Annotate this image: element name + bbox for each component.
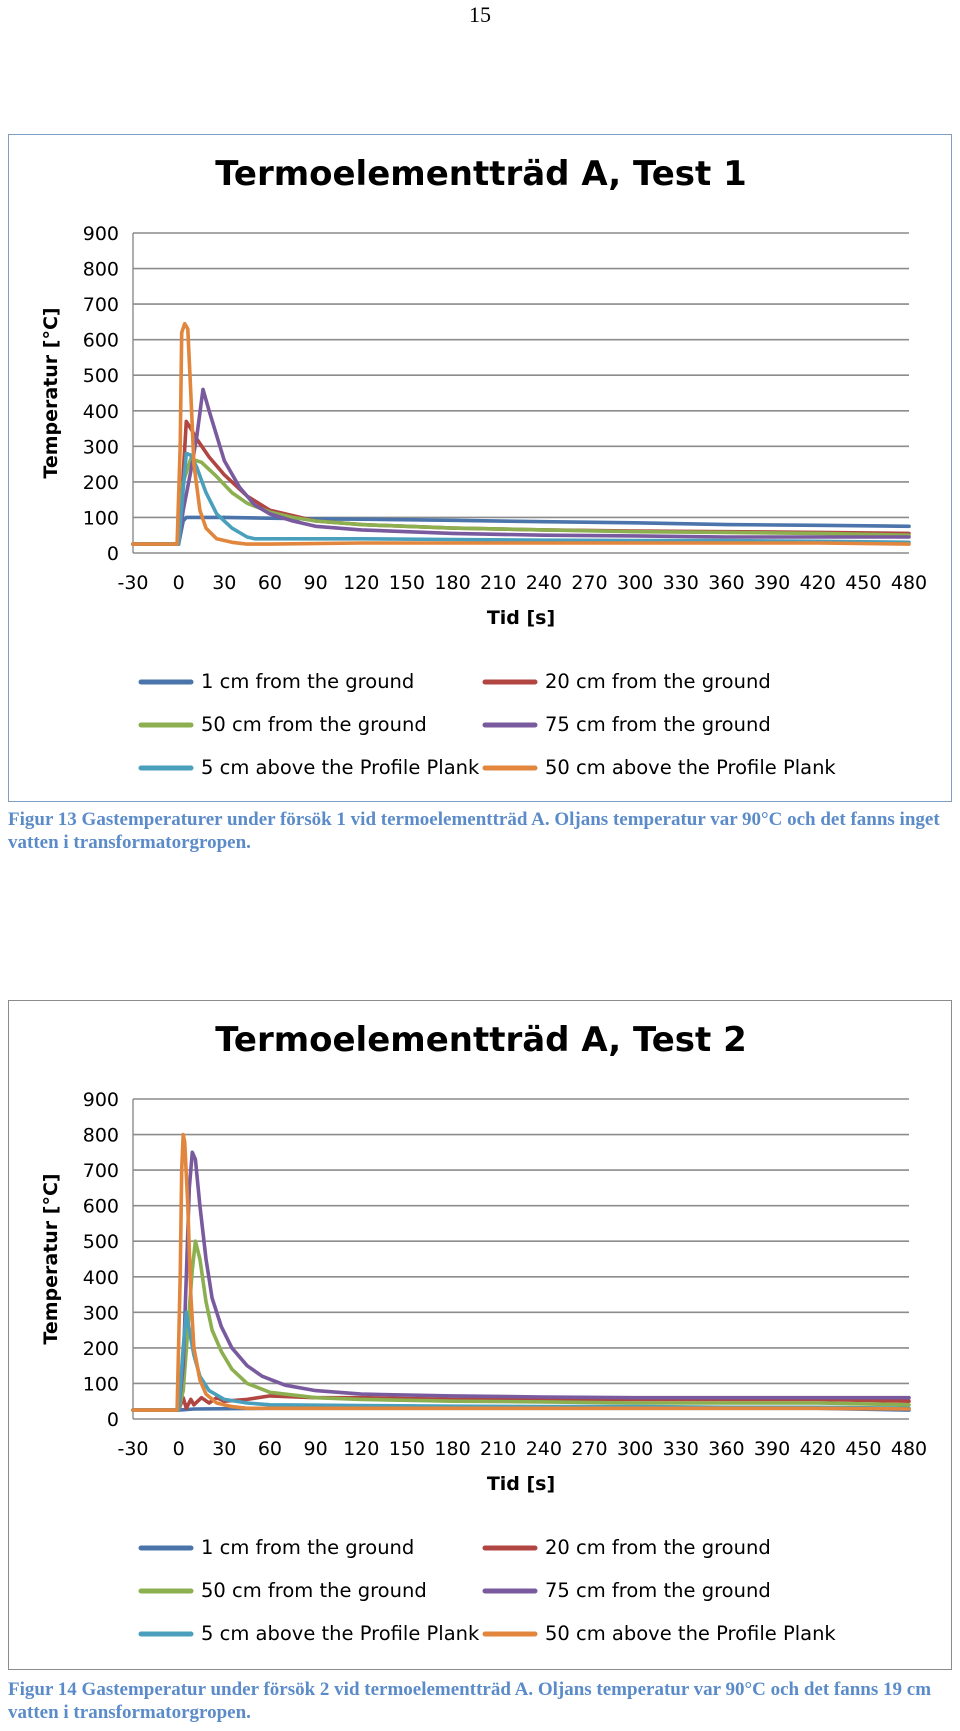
chart-frame-test-1 xyxy=(8,134,952,802)
page-number: 15 xyxy=(469,2,491,27)
x-tick-label: -30 xyxy=(117,1438,149,1460)
y-tick-label: 900 xyxy=(82,1089,119,1111)
y-tick-label: 0 xyxy=(106,1409,119,1431)
legend-label: 50 cm above the Profile Plank xyxy=(545,756,836,779)
x-tick-label: 420 xyxy=(799,1438,836,1460)
x-tick-label: 450 xyxy=(845,1438,882,1460)
x-tick-label: 180 xyxy=(434,572,471,594)
x-tick-label: 270 xyxy=(571,1438,608,1460)
x-tick-label: 0 xyxy=(172,1438,185,1460)
y-tick-label: 0 xyxy=(106,543,119,565)
x-tick-label: 300 xyxy=(616,572,654,594)
series-line-4 xyxy=(133,1152,909,1410)
y-tick-label: 900 xyxy=(82,223,119,245)
chart-frame-test-2 xyxy=(8,1000,952,1670)
y-axis-title: Temperatur [°C] xyxy=(40,307,62,479)
x-tick-label: 330 xyxy=(662,1438,699,1460)
chart-test-2 xyxy=(9,1001,953,1671)
x-tick-label: 90 xyxy=(303,572,328,594)
figure-caption-14: Figur 14 Gastemperatur under försök 2 vid termoelementträd A. Oljans temperatur var 90°C och det fanns 19 cm vatten i transformatorgropen. xyxy=(8,1679,932,1723)
legend-label: 75 cm from the ground xyxy=(545,713,771,736)
y-tick-label: 700 xyxy=(82,294,119,317)
x-tick-label: 390 xyxy=(753,572,791,594)
series-line-6 xyxy=(133,324,909,544)
chart-test-1 xyxy=(9,135,953,803)
x-tick-label: 30 xyxy=(212,1438,237,1460)
y-tick-label: 100 xyxy=(82,507,119,530)
legend-label: 5 cm above the Profile Plank xyxy=(201,756,480,779)
y-tick-label: 200 xyxy=(82,1337,119,1360)
x-tick-label: 390 xyxy=(753,1438,791,1460)
y-tick-label: 500 xyxy=(82,1231,119,1254)
x-tick-label: 420 xyxy=(799,572,836,594)
x-tick-label: 150 xyxy=(388,572,426,594)
series-line-3 xyxy=(133,1241,909,1410)
x-tick-label: 210 xyxy=(480,1438,517,1460)
y-tick-label: 400 xyxy=(82,1266,119,1289)
x-tick-label: 60 xyxy=(257,572,283,594)
legend-label: 1 cm from the ground xyxy=(201,1536,415,1559)
chart-title: Termoelementträd A, Test 2 xyxy=(215,1020,747,1060)
y-tick-label: 600 xyxy=(82,329,119,352)
legend-label: 50 cm from the ground xyxy=(201,713,427,736)
x-tick-label: 240 xyxy=(525,572,562,594)
x-tick-label: 90 xyxy=(303,1438,328,1460)
legend-label: 1 cm from the ground xyxy=(201,670,415,693)
x-tick-label: 210 xyxy=(480,572,517,594)
x-tick-label: 30 xyxy=(212,572,237,594)
x-tick-label: 360 xyxy=(708,572,745,594)
x-tick-label: 180 xyxy=(434,1438,471,1460)
figure-caption-13: Figur 13 Gastemperaturer under försök 1 vid termoelementträd A. Oljans temperatur var 90°C och det fanns inget vatten i transformatorgropen. xyxy=(8,809,940,853)
y-tick-label: 400 xyxy=(82,400,119,423)
y-tick-label: 800 xyxy=(82,1124,119,1147)
x-axis-title: Tid [s] xyxy=(486,1473,556,1495)
x-tick-label: 330 xyxy=(662,572,699,594)
x-tick-label: 450 xyxy=(845,572,882,594)
x-tick-label: 240 xyxy=(525,1438,562,1460)
y-tick-label: 100 xyxy=(82,1373,119,1396)
x-tick-label: 480 xyxy=(890,1438,928,1460)
legend-label: 50 cm from the ground xyxy=(201,1579,427,1602)
x-tick-label: -30 xyxy=(117,572,149,594)
legend-label: 20 cm from the ground xyxy=(545,670,771,693)
chart-title: Termoelementträd A, Test 1 xyxy=(215,154,747,194)
x-tick-label: 120 xyxy=(343,1438,380,1460)
y-axis-title: Temperatur [°C] xyxy=(40,1173,62,1345)
y-tick-label: 300 xyxy=(82,436,119,459)
y-tick-label: 500 xyxy=(82,365,119,388)
y-tick-label: 200 xyxy=(82,471,119,494)
y-tick-label: 600 xyxy=(82,1195,119,1218)
x-tick-label: 150 xyxy=(388,1438,426,1460)
x-tick-label: 270 xyxy=(571,572,608,594)
legend-label: 20 cm from the ground xyxy=(545,1536,771,1559)
legend-label: 50 cm above the Profile Plank xyxy=(545,1622,836,1645)
y-tick-label: 800 xyxy=(82,258,119,281)
x-axis-title: Tid [s] xyxy=(486,607,556,629)
legend-label: 75 cm from the ground xyxy=(545,1579,771,1602)
x-tick-label: 300 xyxy=(616,1438,654,1460)
x-tick-label: 60 xyxy=(257,1438,283,1460)
legend-label: 5 cm above the Profile Plank xyxy=(201,1622,480,1645)
x-tick-label: 480 xyxy=(890,572,928,594)
y-tick-label: 700 xyxy=(82,1160,119,1183)
y-tick-label: 300 xyxy=(82,1302,119,1325)
x-tick-label: 0 xyxy=(172,572,185,594)
x-tick-label: 360 xyxy=(708,1438,745,1460)
x-tick-label: 120 xyxy=(343,572,380,594)
